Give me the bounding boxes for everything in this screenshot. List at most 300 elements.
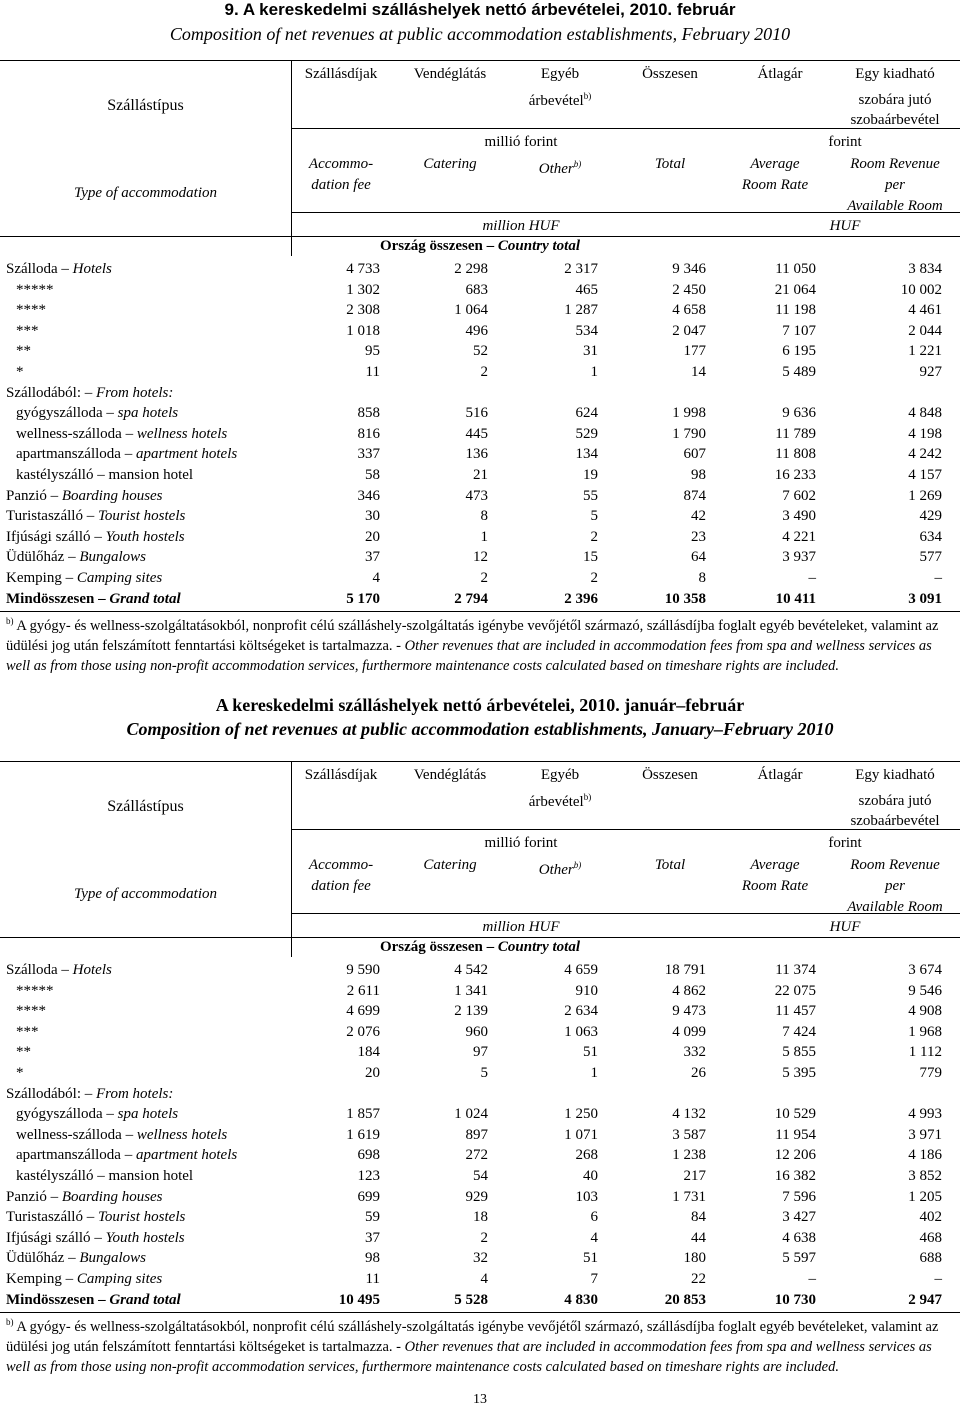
average-room-rate-cell: 11 954 <box>775 1126 816 1143</box>
section-country-total: Ország összesen – Country total <box>379 238 580 254</box>
col-catering-en: Catering <box>423 156 477 172</box>
col-revpar-hu: Egy kiadható <box>855 767 935 783</box>
row-label-en: Youth hostels <box>105 528 185 545</box>
average-room-rate-cell: 11 050 <box>775 261 816 277</box>
accommodation-fee-cell: 4 <box>372 570 380 586</box>
catering-cell: 516 <box>465 405 488 422</box>
row-label <box>16 981 54 1001</box>
row-label-hu: Panzió <box>6 1188 47 1205</box>
type-header-en: Type of accommodation <box>73 185 218 201</box>
other-revenue-cell: 55 <box>583 487 598 504</box>
row-label-hu: Szállodából: <box>6 384 81 401</box>
row-label-hu: Mindösszesen <box>6 590 95 607</box>
row-label-en: Camping sites <box>76 570 163 586</box>
accommodation-fee-cell: 4 699 <box>346 1003 380 1020</box>
row-label: Szállodából: – From hotels: <box>6 384 174 401</box>
row-label: Panzió – Boarding houses <box>6 1188 163 1205</box>
accommodation-fee-cell: 9 590 <box>346 962 380 978</box>
row-label: wellness-szálloda – wellness hotels <box>16 425 228 442</box>
accommodation-fee-cell: 4 733 <box>346 261 380 277</box>
col-catering-hu: Vendéglátás <box>413 767 487 783</box>
revpar-cell: 9 546 <box>908 982 942 999</box>
revpar-cell: 3 971 <box>908 1126 942 1143</box>
total-cell: 18 791 <box>664 962 706 978</box>
page-number: 13 <box>473 1392 487 1407</box>
revpar-cell: 4 908 <box>908 1003 942 1020</box>
total-cell: 4 099 <box>672 1023 706 1040</box>
row-label-hu: gyógyszálloda <box>16 1106 103 1123</box>
total-cell: 2 047 <box>672 322 706 339</box>
row-label-hu: Kemping <box>6 1271 62 1287</box>
row-label-en: From hotels: <box>96 1085 174 1102</box>
catering-cell: 473 <box>465 487 488 504</box>
row-label-en: wellness hotels <box>136 1126 228 1143</box>
accommodation-fee-cell: 30 <box>365 508 380 525</box>
average-room-rate-cell: 7 107 <box>782 322 816 339</box>
other-revenue-cell: 2 <box>590 528 598 545</box>
other-revenue-cell: 40 <box>583 1168 598 1184</box>
average-room-rate-cell: 7 602 <box>782 487 816 504</box>
row-label: apartmanszálloda – apartment hotels <box>16 446 238 463</box>
col-revpar-hu-2: szobára jutó <box>858 92 932 108</box>
col-fee-hu: Szállásdíjak <box>304 767 378 783</box>
row-label: kastélyszálló – mansion hotel <box>16 467 194 483</box>
accommodation-fee-cell: 37 <box>365 549 380 566</box>
accommodation-fee-cell: 184 <box>357 1044 380 1061</box>
revpar-cell: 577 <box>919 549 942 566</box>
table-row <box>0 1269 960 1289</box>
unit-million-forint: millió forint <box>484 134 558 150</box>
total-cell: 1 790 <box>672 425 706 442</box>
row-label <box>16 1022 39 1042</box>
average-room-rate-cell: 11 374 <box>775 962 816 978</box>
row-label-en: Tourist hostels <box>97 1209 186 1226</box>
total-cell: 1 731 <box>672 1188 706 1205</box>
table2-footnote: $^{b)}$ A gyógy- és wellness-szolgáltatásokból, nonprofit célú szálláshely-szolgáltatás igénybe vevőjétől származó, szállásdíjba foglalt egyéb bevételeket, valamint az üdülési jog után felszámított fenntartási költségeket is tartalmazza. - Other revenues that are included in accommodation fees from spa and wellness services as well as from those using non-profit accommodation services, furthermore maintenance costs calculated based on timeshare rights are included. <box>6 1317 939 1375</box>
row-label <box>16 300 46 320</box>
other-revenue-cell: 465 <box>575 281 598 298</box>
table-row <box>0 547 960 567</box>
row-label-hu: Üdülőház <box>6 1250 65 1267</box>
catering-cell: 445 <box>465 425 488 442</box>
total-cell: 44 <box>691 1229 706 1246</box>
average-room-rate-cell: 10 529 <box>774 1106 816 1123</box>
catering-cell: 1 024 <box>454 1106 488 1123</box>
table-row <box>0 1166 960 1186</box>
row-label-hu: ***** <box>16 281 54 298</box>
row-label <box>16 321 39 341</box>
row-label <box>16 341 31 361</box>
catering-cell: 97 <box>473 1044 488 1061</box>
table-row <box>0 1145 960 1165</box>
row-label: wellness-szálloda – wellness hotels <box>16 1126 228 1143</box>
col-fee-en: Accommo- <box>308 156 374 172</box>
table1-body <box>0 259 960 609</box>
revpar-cell: 402 <box>919 1209 942 1226</box>
other-revenue-cell: 4 830 <box>564 1291 598 1308</box>
type-header-en: Type of accommodation <box>73 886 218 902</box>
row-label-en: Tourist hostels <box>97 508 186 525</box>
total-cell: 332 <box>683 1044 706 1061</box>
row-label: Mindösszesen – Grand total <box>6 590 181 607</box>
total-cell: 3 587 <box>672 1126 706 1143</box>
average-room-rate-cell: – <box>808 570 816 586</box>
other-revenue-cell: 15 <box>583 549 598 566</box>
unit-huf: HUF <box>829 218 861 234</box>
table-row <box>0 465 960 485</box>
accommodation-fee-cell: 1 018 <box>346 322 380 339</box>
accommodation-fee-cell: 11 <box>365 1271 380 1287</box>
total-cell: 42 <box>691 508 706 525</box>
col-other-en: Other$^{b)}$ <box>538 860 582 878</box>
row-label-en: Boarding houses <box>61 487 163 504</box>
other-revenue-cell: 2 <box>590 570 598 586</box>
row-label-hu: ** <box>16 343 31 360</box>
col-catering-en: Catering <box>423 857 477 873</box>
accommodation-fee-cell: 11 <box>365 364 380 380</box>
table-row <box>0 1290 960 1310</box>
average-room-rate-cell: 6 195 <box>782 343 816 360</box>
table-row <box>0 960 960 980</box>
col-other-en: Other$^{b)}$ <box>538 159 582 177</box>
catering-cell: 2 139 <box>454 1003 488 1020</box>
row-label: Turistaszálló – Tourist hostels <box>6 508 186 525</box>
table-row <box>0 403 960 423</box>
col-avg-rate-en: Average <box>750 156 800 172</box>
row-label: Ifjúsági szálló – Youth hostels <box>6 528 185 545</box>
revpar-cell: 1 112 <box>908 1044 942 1061</box>
type-header-hu: Szállástípus <box>107 798 184 815</box>
table-row <box>0 1084 960 1104</box>
row-label: gyógyszálloda – spa hotels <box>16 1106 179 1123</box>
table-row <box>0 280 960 300</box>
table-row <box>0 424 960 444</box>
row-label-en: Grand total <box>109 590 181 607</box>
col-revpar-en: Room Revenue <box>850 156 940 172</box>
total-cell: 217 <box>683 1168 706 1184</box>
accommodation-fee-cell: 698 <box>357 1147 380 1164</box>
accommodation-fee-cell: 5 170 <box>346 590 380 607</box>
revpar-cell: 4 461 <box>908 302 942 319</box>
revpar-cell: 779 <box>919 1065 942 1081</box>
row-label-en: spa hotels <box>117 1106 179 1123</box>
accommodation-fee-cell: 2 308 <box>346 302 380 319</box>
other-revenue-cell: 2 317 <box>564 261 598 277</box>
accommodation-fee-cell: 858 <box>357 405 380 422</box>
col-total-en: Total <box>654 857 686 873</box>
accommodation-fee-cell: 699 <box>357 1188 380 1205</box>
row-label-hu: * <box>16 1065 24 1081</box>
table2-header <box>0 761 960 957</box>
row-label-en: apartment hotels <box>135 446 238 463</box>
col-avg-rate-en-2: Room Rate <box>741 177 809 193</box>
total-cell: 180 <box>683 1250 706 1267</box>
row-label: Kemping – Camping sites <box>6 570 163 586</box>
row-label: Mindösszesen – Grand total <box>6 1291 181 1308</box>
revpar-cell: 468 <box>919 1229 942 1246</box>
revpar-cell: 4 848 <box>908 405 942 422</box>
row-label-en: Youth hostels <box>105 1229 185 1246</box>
total-cell: 14 <box>691 364 706 380</box>
unit-million-huf: million HUF <box>482 919 560 935</box>
unit-forint: forint <box>828 134 862 150</box>
catering-cell: 52 <box>473 343 488 360</box>
accommodation-fee-cell: 20 <box>365 528 380 545</box>
row-label-en: Hotels <box>72 261 112 277</box>
catering-cell: 12 <box>473 549 488 566</box>
col-revpar-en-3: Available Room <box>847 899 943 915</box>
row-label-hu: kastélyszálló <box>16 1168 94 1184</box>
other-revenue-cell: 6 <box>590 1209 598 1226</box>
revpar-cell: 3 852 <box>908 1168 942 1184</box>
average-room-rate-cell: 22 075 <box>774 982 816 999</box>
row-label: kastélyszálló – mansion hotel <box>16 1168 194 1184</box>
total-cell: 64 <box>691 549 706 566</box>
accommodation-fee-cell: 2 076 <box>346 1023 380 1040</box>
row-label: Üdülőház – Bungalows <box>6 549 147 566</box>
revpar-cell: 429 <box>919 508 942 525</box>
table-row <box>0 383 960 403</box>
other-revenue-cell: 624 <box>575 405 598 422</box>
revpar-cell: 4 198 <box>908 425 942 442</box>
table-row <box>0 362 960 382</box>
revpar-cell: 688 <box>919 1250 942 1267</box>
row-label-en: Bungalows <box>79 549 147 566</box>
row-label <box>16 1063 24 1083</box>
average-room-rate-cell: 3 490 <box>782 508 816 525</box>
row-label: Szálloda – Hotels <box>6 261 112 277</box>
row-label-en: mansion hotel <box>108 1168 194 1184</box>
row-label <box>16 280 54 300</box>
row-label-hu: kastélyszálló <box>16 467 94 483</box>
row-label-hu: Kemping <box>6 570 62 586</box>
other-revenue-cell: 4 <box>590 1229 598 1246</box>
total-cell: 4 658 <box>672 302 706 319</box>
col-other-hu: Egyéb <box>540 66 580 82</box>
other-revenue-cell: 5 <box>590 508 598 525</box>
revpar-cell: 4 242 <box>908 446 942 463</box>
accommodation-fee-cell: 337 <box>357 446 380 463</box>
col-revpar-hu-3: szobaárbevétel <box>850 112 940 128</box>
table1-title-en: Composition of net revenues at public accommodation establishments, February 2010 <box>169 24 791 44</box>
average-room-rate-cell: 7 424 <box>782 1023 816 1040</box>
other-revenue-cell: 534 <box>575 322 598 339</box>
total-cell: 874 <box>683 487 706 504</box>
catering-cell: 2 <box>480 570 488 586</box>
average-room-rate-cell: 7 596 <box>782 1188 816 1205</box>
catering-cell: 54 <box>473 1168 488 1184</box>
average-room-rate-cell: – <box>808 1271 816 1287</box>
other-revenue-cell: 31 <box>583 343 598 360</box>
average-room-rate-cell: 11 457 <box>775 1003 816 1020</box>
catering-cell: 2 <box>480 364 488 380</box>
row-label-en: spa hotels <box>117 405 179 422</box>
average-room-rate-cell: 3 937 <box>782 549 816 566</box>
accommodation-fee-cell: 10 495 <box>338 1291 380 1308</box>
table1-title-hu: 9. A kereskedelmi szálláshelyek nettó árbevételei, 2010. február <box>224 0 736 19</box>
row-label-en: apartment hotels <box>135 1147 238 1164</box>
table-row <box>0 1001 960 1021</box>
row-label-hu: wellness-szálloda <box>16 1126 122 1143</box>
catering-cell: 683 <box>465 281 488 298</box>
row-label-hu: gyógyszálloda <box>16 405 103 422</box>
table-row <box>0 1022 960 1042</box>
col-avg-rate-en: Average <box>750 857 800 873</box>
col-revpar-hu: Egy kiadható <box>855 66 935 82</box>
average-room-rate-cell: 3 427 <box>782 1209 816 1226</box>
row-label: Szálloda – Hotels <box>6 962 112 978</box>
row-label: Panzió – Boarding houses <box>6 487 163 504</box>
row-label-hu: * <box>16 364 24 380</box>
average-room-rate-cell: 5 395 <box>782 1065 816 1081</box>
other-revenue-cell: 910 <box>575 982 598 999</box>
row-label-hu: apartmanszálloda <box>16 1147 121 1164</box>
unit-forint: forint <box>828 835 862 851</box>
average-room-rate-cell: 9 636 <box>782 405 816 422</box>
revpar-cell: – <box>934 1271 942 1287</box>
catering-cell: 32 <box>473 1250 488 1267</box>
catering-cell: 4 <box>480 1271 488 1287</box>
row-label-en: mansion hotel <box>108 467 194 483</box>
row-label-hu: *** <box>16 322 39 339</box>
row-label-hu: Panzió <box>6 487 47 504</box>
accommodation-fee-cell: 346 <box>357 487 380 504</box>
row-label-hu: Turistaszálló <box>6 508 83 525</box>
col-avg-rate-hu: Átlagár <box>757 66 803 82</box>
type-header-hu: Szállástípus <box>107 97 184 114</box>
other-revenue-cell: 1 <box>590 364 598 380</box>
row-label-en: Hotels <box>72 962 112 978</box>
row-label-en: Grand total <box>109 1291 181 1308</box>
row-label-en: From hotels: <box>96 384 174 401</box>
row-label-hu: Szálloda <box>6 962 58 978</box>
row-label-hu: Üdülőház <box>6 549 65 566</box>
table-row <box>0 1207 960 1227</box>
row-label: apartmanszálloda – apartment hotels <box>16 1147 238 1164</box>
catering-cell: 2 794 <box>454 590 488 607</box>
col-revpar-en-2: per <box>885 878 905 894</box>
revpar-cell: 634 <box>919 528 942 545</box>
row-label-hu: Mindösszesen <box>6 1291 95 1308</box>
table-row <box>0 1187 960 1207</box>
row-label-hu: **** <box>16 1003 46 1020</box>
other-revenue-cell: 1 063 <box>564 1023 598 1040</box>
row-label <box>16 362 24 382</box>
col-other-hu: Egyéb <box>540 767 580 783</box>
revpar-cell: 2 947 <box>908 1291 942 1308</box>
other-revenue-cell: 51 <box>583 1250 598 1267</box>
total-cell: 4 132 <box>672 1106 706 1123</box>
table-row <box>0 506 960 526</box>
revpar-cell: 10 002 <box>900 281 942 298</box>
table-row <box>0 589 960 609</box>
accommodation-fee-cell: 58 <box>365 467 380 483</box>
revpar-cell: 1 968 <box>908 1023 942 1040</box>
other-revenue-cell: 2 634 <box>564 1003 598 1020</box>
row-label <box>16 1042 31 1062</box>
col-total-en: Total <box>654 156 686 172</box>
row-label-en: wellness hotels <box>136 425 228 442</box>
col-fee-en-2: dation fee <box>311 177 371 193</box>
catering-cell: 18 <box>473 1209 488 1226</box>
revpar-cell: 4 993 <box>908 1106 942 1123</box>
col-revpar-hu-3: szobaárbevétel <box>850 813 940 829</box>
col-avg-rate-hu: Átlagár <box>757 767 803 783</box>
other-revenue-cell: 529 <box>575 425 598 442</box>
col-revpar-en-2: per <box>885 177 905 193</box>
total-cell: 607 <box>683 446 706 463</box>
other-revenue-cell: 103 <box>575 1188 598 1205</box>
row-label-hu: Ifjúsági szálló <box>6 528 91 545</box>
catering-cell: 1 064 <box>454 302 488 319</box>
table-row <box>0 1228 960 1248</box>
revpar-cell: 3 091 <box>908 590 942 607</box>
row-label-en: Bungalows <box>79 1250 147 1267</box>
col-revpar-en: Room Revenue <box>850 857 940 873</box>
col-revpar-hu-2: szobára jutó <box>858 793 932 809</box>
revpar-cell: 3 834 <box>908 261 942 277</box>
row-label-hu: Ifjúsági szálló <box>6 1229 91 1246</box>
total-cell: 10 358 <box>664 590 706 607</box>
average-room-rate-cell: 12 206 <box>774 1147 816 1164</box>
total-cell: 8 <box>698 570 706 586</box>
catering-cell: 1 341 <box>454 982 488 999</box>
table1-footnote: $^{b)}$ A gyógy- és wellness-szolgáltatásokból, nonprofit célú szálláshely-szolgáltatás igénybe vevőjétől származó, szállásdíjba foglalt egyéb bevételeket, valamint az üdülési jog után felszámított fenntartási költségeket is tartalmazza. - Other revenues that are included in accommodation fees from spa and wellness services as well as from those using non-profit accommodation services, furthermore maintenance costs calculated based on timeshare rights are included. <box>6 616 939 674</box>
table-row <box>0 300 960 320</box>
other-revenue-cell: 51 <box>583 1044 598 1061</box>
table-row <box>0 1125 960 1145</box>
table-row <box>0 1248 960 1268</box>
catering-cell: 2 298 <box>454 261 488 277</box>
col-other-hu-2: árbevétel$^{b)}$ <box>528 792 592 810</box>
average-room-rate-cell: 16 382 <box>774 1168 816 1184</box>
accommodation-fee-cell: 1 857 <box>346 1106 380 1123</box>
revpar-cell: 2 044 <box>908 322 942 339</box>
catering-cell: 21 <box>473 467 488 483</box>
row-label-hu: ** <box>16 1044 31 1061</box>
catering-cell: 960 <box>465 1023 488 1040</box>
catering-cell: 496 <box>465 322 488 339</box>
other-revenue-cell: 19 <box>583 467 598 483</box>
other-revenue-cell: 7 <box>590 1271 598 1287</box>
other-revenue-cell: 1 <box>590 1065 598 1081</box>
row-label-hu: *** <box>16 1023 39 1040</box>
row-label: Üdülőház – Bungalows <box>6 1250 147 1267</box>
row-label-en: Boarding houses <box>61 1188 163 1205</box>
total-cell: 26 <box>691 1065 706 1081</box>
total-cell: 2 450 <box>672 281 706 298</box>
total-cell: 1 998 <box>672 405 706 422</box>
revpar-cell: 4 157 <box>908 467 942 483</box>
table-row <box>0 486 960 506</box>
catering-cell: 2 <box>480 1229 488 1246</box>
row-label-hu: Szállodából: <box>6 1085 81 1102</box>
col-other-hu-2: árbevétel$^{b)}$ <box>528 91 592 109</box>
average-room-rate-cell: 21 064 <box>774 281 816 298</box>
other-revenue-cell: 2 396 <box>564 590 598 607</box>
accommodation-fee-cell: 95 <box>365 343 380 360</box>
section-country-total: Ország összesen – Country total <box>379 939 580 955</box>
col-fee-en: Accommo- <box>308 857 374 873</box>
total-cell: 23 <box>691 528 706 545</box>
col-fee-en-2: dation fee <box>311 878 371 894</box>
catering-cell: 5 <box>480 1065 488 1081</box>
row-label-hu: Szálloda <box>6 261 58 277</box>
other-revenue-cell: 1 071 <box>564 1126 598 1143</box>
accommodation-fee-cell: 816 <box>357 425 380 442</box>
accommodation-fee-cell: 2 611 <box>346 982 380 999</box>
average-room-rate-cell: 10 411 <box>775 590 816 607</box>
